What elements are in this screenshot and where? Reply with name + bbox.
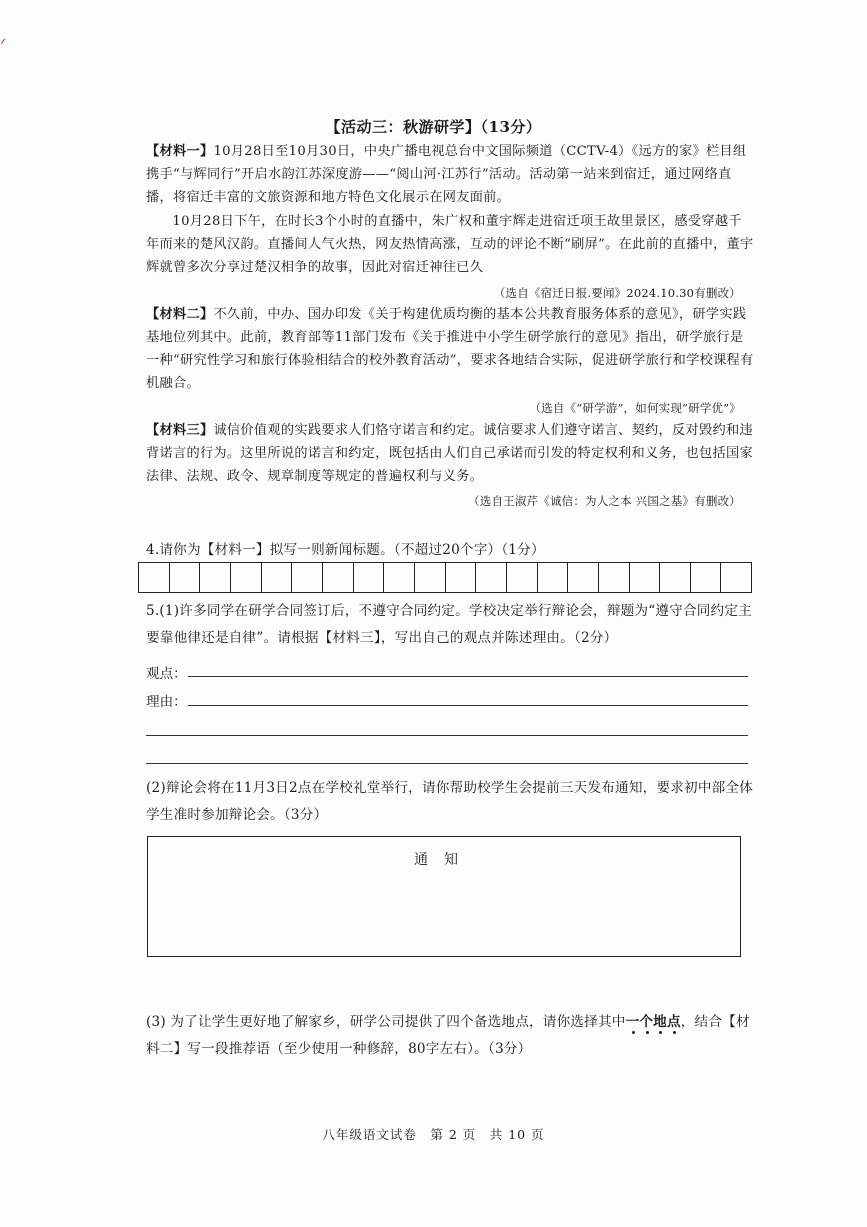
headline-answer-grid[interactable] bbox=[138, 562, 752, 593]
answer-cell[interactable] bbox=[721, 563, 751, 592]
answer-cell[interactable] bbox=[446, 563, 477, 592]
material2-text: 不久前，中办、国办印发《关于构建优质均衡的基本公共教育服务体系的意见》，研学实践基地位列其中。此前，教育部等11部门发布《关于推进中小学生研学旅行的意见》指出，研学旅行是一种“研究性学习和旅行体验相结合的校外教育活动”，要求各地结合实际，促进研学旅行和学校课程有机融合。 bbox=[146, 307, 754, 391]
material1-paragraph1 bbox=[146, 140, 754, 209]
answer-cell[interactable] bbox=[170, 563, 201, 592]
question-5-3 bbox=[146, 1009, 754, 1063]
question-5-3-text-before: (3) 为了让学生更好地了解家乡，研学公司提供了四个备选地点，请你选择其中 bbox=[146, 1014, 626, 1030]
answer-cell[interactable] bbox=[599, 563, 630, 592]
viewpoint-answer-line[interactable] bbox=[188, 676, 748, 677]
material3-head: 【材料三】 bbox=[146, 423, 214, 438]
answer-cell[interactable] bbox=[630, 563, 661, 592]
page-footer: 八年级语文试卷 第 2 页 共 10 页 bbox=[322, 1127, 545, 1142]
emphasis-char: 个 bbox=[639, 1014, 654, 1030]
material1-text1: 10月28日至10月30日，中央广播电视总台中文国际频道（CCTV-4）《远方的家》栏目组携手“与辉同行”开启水韵江苏深度游——“阅山河·江苏行”活动。活动第一站来到宿迁，通过网络直播，将宿迁丰富的文旅资源和地方特色文化展示在网友面前。 bbox=[146, 144, 747, 205]
answer-cell[interactable] bbox=[262, 563, 293, 592]
reason-answer-line-2[interactable] bbox=[146, 735, 748, 736]
corner-mark bbox=[1, 39, 10, 48]
notice-title: 通知 bbox=[414, 852, 474, 868]
material1-head: 【材料一】 bbox=[146, 144, 214, 159]
question-5-2: (2)辩论会将在11月3日2点在学校礼堂举行，请你帮助校学生会提前三天发布通知，要求初中部全体学生准时参加辩论会。（3分） bbox=[146, 780, 753, 823]
answer-cell[interactable] bbox=[476, 563, 507, 592]
answer-cell[interactable] bbox=[200, 563, 231, 592]
answer-cell[interactable] bbox=[292, 563, 323, 592]
material2-paragraph bbox=[146, 303, 754, 395]
emphasis-char: 点 bbox=[666, 1014, 681, 1030]
notice-answer-box[interactable] bbox=[147, 836, 741, 957]
answer-cell[interactable] bbox=[507, 563, 538, 592]
answer-cell[interactable] bbox=[231, 563, 262, 592]
material1-paragraph2: 10月28日下午，在时长3个小时的直播中，朱广权和董宇辉走进宿迁项王故里景区，感受穿越千年而来的楚风汉韵。直播间人气火热，网友热情高涨，互动的评论不断“刷屏”。在此前的直播中，董宇辉就曾多次分享过楚汉相争的故事，因此对宿迁神往已久 bbox=[146, 214, 754, 275]
emphasis-char: 一 bbox=[625, 1014, 640, 1030]
answer-cell[interactable] bbox=[323, 563, 354, 592]
material2-source: （选自《“研学游”，如何实现“研学优”》 bbox=[529, 401, 741, 415]
reason-answer-line-3[interactable] bbox=[146, 763, 748, 764]
answer-cell[interactable] bbox=[139, 563, 170, 592]
question-5-3-text-after: ，结合【材料二】写一段推荐语（至少使用一种修辞，80字左右）。（3分） bbox=[146, 1014, 750, 1057]
emphasis-char: 地 bbox=[653, 1014, 667, 1030]
answer-cell[interactable] bbox=[415, 563, 446, 592]
reason-label: 理由： bbox=[146, 694, 187, 710]
answer-cell[interactable] bbox=[538, 563, 569, 592]
reason-answer-line-1[interactable] bbox=[188, 705, 748, 706]
material3-source: （选自王淑芹《诚信：为人之本 兴国之基》有删改） bbox=[468, 494, 741, 508]
question-4: 4.请你为【材料一】拟写一则新闻标题。（不超过20个字）（1分） bbox=[146, 542, 545, 558]
answer-cell[interactable] bbox=[354, 563, 385, 592]
material3-text: 诚信价值观的实践要求人们恪守诺言和约定。诚信要求人们遵守诺言、契约，反对毁约和违背诺言的行为。这里所说的诺言和约定，既包括由人们自己承诺而引发的特定权利和义务，也包括国家法律、法规、政令、规章制度等规定的普遍权利与义务。 bbox=[146, 423, 753, 484]
answer-cell[interactable] bbox=[691, 563, 722, 592]
material1-source: （选自《宿迁日报.要闻》2024.10.30有删改） bbox=[493, 286, 741, 300]
material3-paragraph bbox=[146, 419, 754, 488]
activity-title: 【活动三：秋游研学】（13分） bbox=[325, 118, 542, 136]
question-5-1: 5.(1)许多同学在研学合同签订后，不遵守合同约定。学校决定举行辩论会，辩题为“遵守合同约定主要靠他律还是自律”。请根据【材料三】，写出自己的观点并陈述理由。（2分） bbox=[146, 603, 752, 646]
answer-cell[interactable] bbox=[384, 563, 415, 592]
emphasis-dotted-text bbox=[626, 1014, 681, 1030]
material2-head: 【材料二】 bbox=[146, 307, 214, 322]
viewpoint-label: 观点： bbox=[146, 666, 187, 682]
answer-cell[interactable] bbox=[660, 563, 691, 592]
answer-cell[interactable] bbox=[568, 563, 599, 592]
